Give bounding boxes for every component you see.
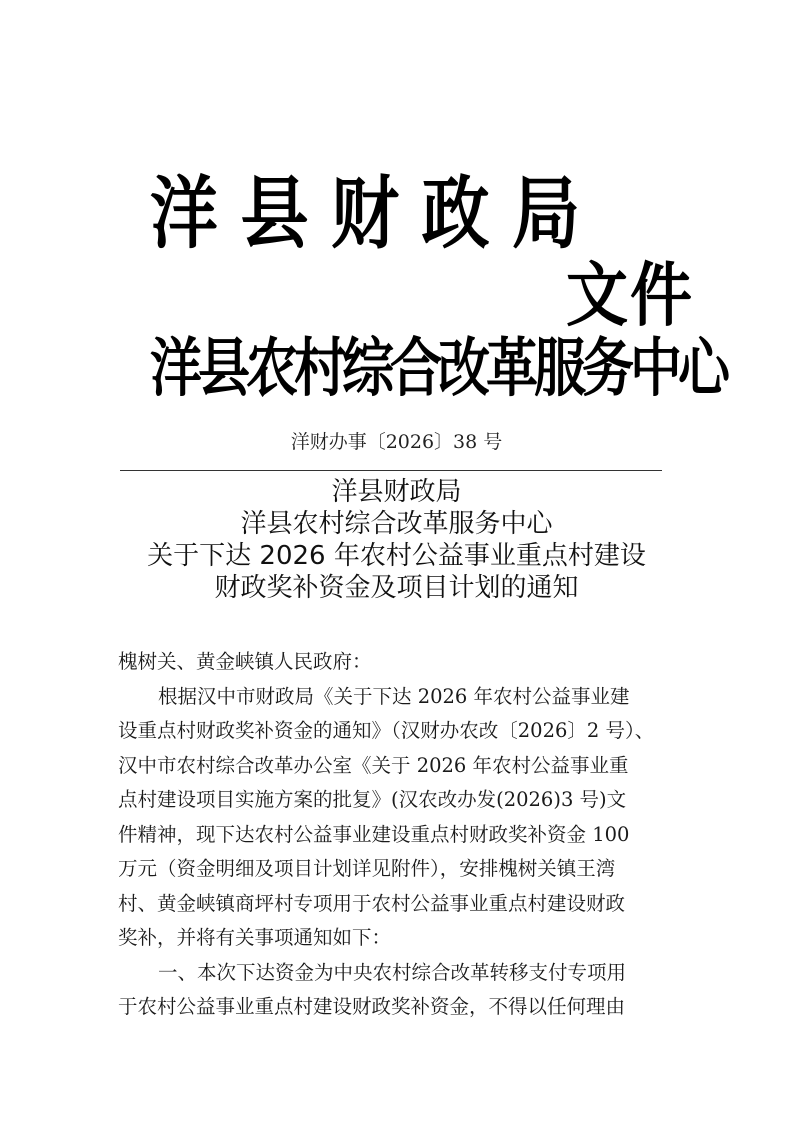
- body-line: 汉中市农村综合改革办公室《关于 2026 年农村公益事业重: [118, 753, 629, 777]
- body-line: 根据汉中市财政局《关于下达 2026 年农村公益事业建: [158, 684, 630, 708]
- issuer-char: 县: [240, 168, 309, 260]
- issuer-char: 洋: [150, 168, 219, 260]
- salutation: 槐树关、黄金峡镇人民政府：: [118, 650, 372, 673]
- issuer-name-reform-center: 洋县农村综合改革服务中心: [150, 331, 727, 406]
- title-line: 洋县财政局: [331, 477, 462, 507]
- body-line: 于农村公益事业重点村建设财政奖补资金，不得以任何理由: [118, 995, 626, 1018]
- body-line: 村、黄金峡镇商坪村专项用于农村公益事业重点村建设财政: [118, 891, 626, 915]
- title-line: 财政奖补资金及项目计划的通知: [214, 573, 579, 603]
- document-suffix: 文件: [566, 253, 695, 336]
- document-number: 洋财办事〔2026〕38 号: [290, 431, 503, 453]
- title-line: 关于下达 2026 年农村公益事业重点村建设: [147, 541, 646, 571]
- issuer-char: 财: [330, 168, 399, 260]
- document-body: [118, 645, 678, 1025]
- header-divider: [120, 470, 662, 471]
- issuer-name-finance-bureau: [150, 168, 580, 260]
- issuer-char: 局: [511, 168, 580, 260]
- body-line: 设重点村财政奖补资金的通知》（汉财办农改〔2026〕2 号）、: [118, 719, 655, 742]
- body-line: 件精神，现下达农村公益事业建设重点村财政奖补资金 100: [118, 822, 630, 846]
- body-line: 奖补，并将有关事项通知如下：: [118, 926, 392, 949]
- document-title: [0, 476, 793, 604]
- title-line: 洋县农村综合改革服务中心: [240, 509, 553, 539]
- body-line: 一、本次下达资金为中央农村综合改革转移支付专项用: [158, 960, 627, 984]
- body-line: 点村建设项目实施方案的批复》(汉农改办发(2026)3 号)文: [118, 788, 627, 811]
- body-line: 万元（资金明细及项目计划详见附件），安排槐树关镇王湾: [118, 857, 616, 880]
- issuer-char: 政: [421, 168, 490, 260]
